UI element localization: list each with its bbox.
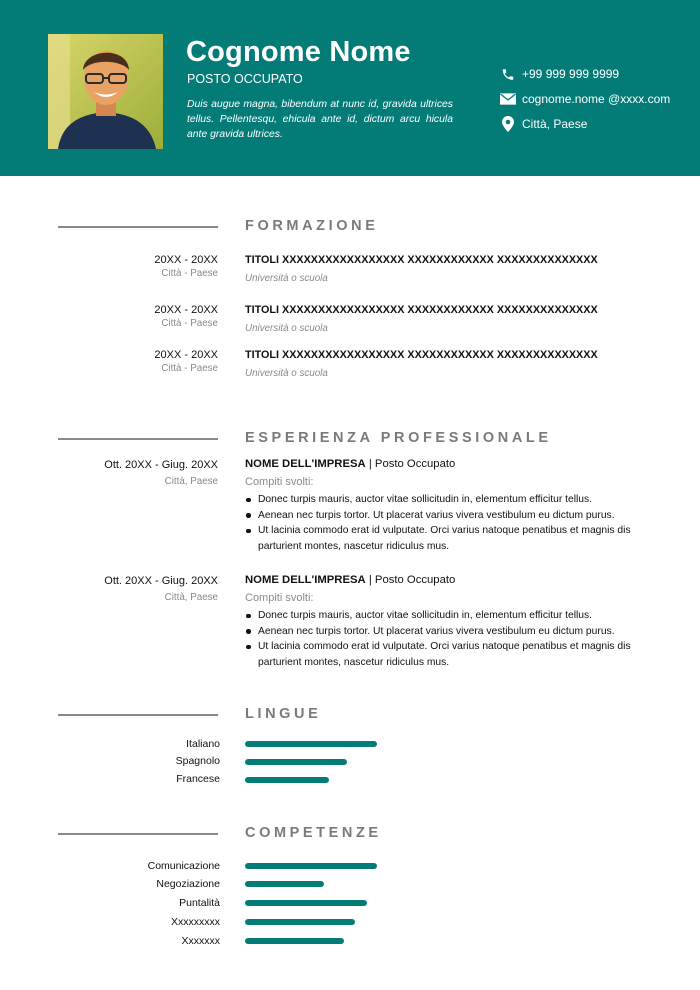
skill-level-bar <box>245 900 367 906</box>
header-banner <box>0 0 700 176</box>
email-address: cognome.nome @xxxx.com <box>522 92 671 106</box>
section-title-experience: ESPERIENZA PROFESSIONALE <box>245 430 552 446</box>
language-label: Spagnolo <box>175 755 220 767</box>
experience-title <box>245 574 455 586</box>
experience-dates: Ott. 20XX - Giug. 20XX <box>104 459 218 471</box>
skill-label: Negoziazione <box>156 878 220 890</box>
language-level-bar <box>245 741 377 747</box>
contact-phone <box>500 66 619 82</box>
list-item: Donec turpis mauris, auctor vitae sollicitudin in, elementum efficitur tellus. <box>245 492 665 508</box>
tasks-label: Compiti svolti: <box>245 592 314 604</box>
education-degree: TITOLI XXXXXXXXXXXXXXXXX XXXXXXXXXXXX XXXXXXXXXXXXXX <box>245 254 598 266</box>
education-dates: 20XX - 20XX <box>154 254 218 266</box>
candidate-name: Cognome Nome <box>186 36 411 68</box>
section-divider <box>58 714 218 716</box>
section-divider <box>58 438 218 440</box>
role-name: Posto Occupato <box>374 458 456 470</box>
envelope-icon <box>500 91 516 107</box>
education-degree: TITOLI XXXXXXXXXXXXXXXXX XXXXXXXXXXXX XXXXXXXXXXXXXX <box>245 304 598 316</box>
list-item: Ut lacinia commodo erat id vulputate. Orci varius natoque penatibus et magnis dis parturient montes, nascetur ridiculus mus. <box>245 523 665 554</box>
list-item: Donec turpis mauris, auctor vitae sollicitudin in, elementum efficitur tellus. <box>245 608 665 624</box>
education-dates: 20XX - 20XX <box>154 349 218 361</box>
current-position: POSTO OCCUPATO <box>187 72 303 86</box>
section-title-skills: COMPETENZE <box>245 825 382 841</box>
education-place: Città - Paese <box>161 268 218 279</box>
list-item: Aenean nec turpis tortor. Ut placerat varius vivera vestibulum eu dictum purus. <box>245 508 665 524</box>
section-divider <box>58 226 218 228</box>
title-separator: | <box>365 574 375 586</box>
education-school: Università o scuola <box>245 273 328 284</box>
education-place: Città - Paese <box>161 318 218 329</box>
skill-level-bar <box>245 863 377 869</box>
skill-level-bar <box>245 919 355 925</box>
skill-label: Comunicazione <box>147 860 220 872</box>
experience-title <box>245 458 455 470</box>
company-name: NOME DELL'IMPRESA <box>245 458 366 470</box>
section-title-languages: LINGUE <box>245 706 322 722</box>
section-title-education: FORMAZIONE <box>245 218 379 234</box>
role-name: Posto Occupato <box>374 574 456 586</box>
skill-label: Puntalità <box>179 897 220 909</box>
phone-icon <box>500 66 516 82</box>
education-degree: TITOLI XXXXXXXXXXXXXXXXX XXXXXXXXXXXX XXXXXXXXXXXXXX <box>245 349 598 361</box>
education-place: Città - Paese <box>161 363 218 374</box>
experience-dates: Ott. 20XX - Giug. 20XX <box>104 575 218 587</box>
list-item: Aenean nec turpis tortor. Ut placerat varius vivera vestibulum eu dictum purus. <box>245 624 665 640</box>
contact-location <box>500 116 587 132</box>
education-school: Università o scuola <box>245 368 328 379</box>
company-name: NOME DELL'IMPRESA <box>245 574 366 586</box>
phone-number: +99 999 999 9999 <box>522 67 620 81</box>
list-item: Ut lacinia commodo erat id vulputate. Orci varius natoque penatibus et magnis dis parturient montes, nascetur ridiculus mus. <box>245 639 665 670</box>
task-list <box>245 608 665 670</box>
skill-level-bar <box>245 938 344 944</box>
profile-photo <box>48 34 163 149</box>
skill-label: Xxxxxxxxx <box>170 916 220 928</box>
section-divider <box>58 833 218 835</box>
language-label: Italiano <box>186 738 220 750</box>
tasks-label: Compiti svolti: <box>245 476 314 488</box>
experience-place: Città, Paese <box>164 476 218 487</box>
profile-summary: Duis augue magna, bibendum at nunc id, gravida ultrices tellus. Pellentesqu, ehicula ante id, dictum arcu hicula ante gravida ultrices. <box>187 99 453 140</box>
title-separator: | <box>365 458 375 470</box>
skill-level-bar <box>245 881 324 887</box>
map-pin-icon <box>500 116 516 132</box>
education-school: Università o scuola <box>245 323 328 334</box>
task-list <box>245 492 665 554</box>
skill-label: Xxxxxxx <box>181 935 220 947</box>
location-text: Città, Paese <box>522 117 588 131</box>
experience-place: Città, Paese <box>164 592 218 603</box>
education-dates: 20XX - 20XX <box>154 304 218 316</box>
contact-email <box>500 91 670 107</box>
language-label: Francese <box>176 773 220 785</box>
language-level-bar <box>245 759 347 765</box>
language-level-bar <box>245 777 329 783</box>
